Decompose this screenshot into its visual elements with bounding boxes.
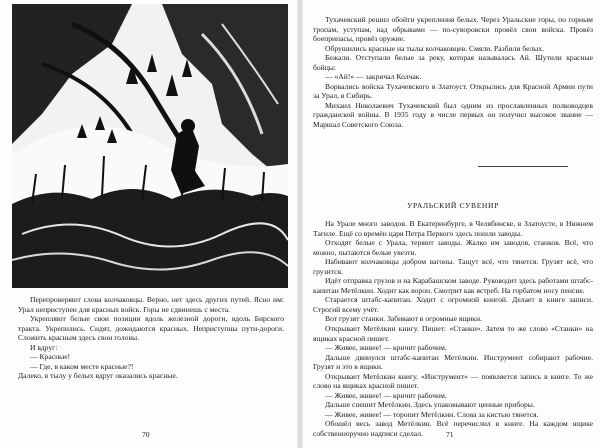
paragraph: Идёт отправка грузов и на Карабашском заводе. Руководит здесь работами штабс-капитан Метёлкин. Ходит как ворон. Смотрит как ястреб. На горбатом носу пенсне. <box>313 276 593 295</box>
paragraph: Набивают колчаковцы добром вагоны. Тащут всё, что тянется. Грузят всё, что грузится. <box>313 257 593 276</box>
right-page-text-top <box>313 15 593 130</box>
paragraph: Обрушились красные на тылы колчаковцев. Смяли. Разбили белых. <box>325 43 545 53</box>
paragraph: Михаил Николаевич Тухачевский был одним из прославленных полководцев гражданской войны. В 1935 году в числе первых он получил высокое звание — Маршал Советского Союза. <box>313 100 593 130</box>
right-page-text-bottom <box>313 219 593 439</box>
paragraph: И вдруг: <box>30 342 58 352</box>
paragraph: — Где, в каком месте красные?! <box>30 361 134 371</box>
paragraph: — «Ай!» — закричал Колчак. <box>325 72 422 82</box>
paragraph: Тухачевский решил обойти укрепления белых. Через Уральские горы, по горным тропам, уступам, над обрывами — по-суворовски провёл свои войска. Провёз боеприпасы, провёз оружие. <box>313 15 593 44</box>
left-page-text <box>18 295 284 381</box>
paragraph: Вот грузят станки. Забивают в огромные ящики. <box>325 314 482 324</box>
woodcut-illustration <box>12 4 288 288</box>
right-page <box>303 0 600 448</box>
section-separator <box>478 166 568 167</box>
paragraph: — Красные! <box>30 352 71 362</box>
paragraph: Дальше двинулся штабс-капитан Метёлкин. Инструмент собирают рабочие. Грузят и это в ящики. <box>313 352 593 372</box>
paragraph: На Урале много заводов. В Екатеринбурге, в Челябинске, в Златоусте, в Нижнем Тагиле. Ещё со времён царя Петра Первого здесь пошли заводы. <box>313 219 593 238</box>
section-heading: УРАЛЬСКИЙ СУВЕНИР <box>407 201 499 210</box>
paragraph: Дальше спешит Метёлкин. Здесь упаковывают ценные приборы. <box>325 400 535 410</box>
paragraph: — Живее, живее! — кричит рабочим. <box>325 343 447 353</box>
paragraph: — Живее, живее! — торопит Метёлкин. Слова за кистью тянется. <box>325 409 539 419</box>
paragraph: Бежали. Отступали белые за реку, которая называлась Ай. Шутили красные бойцы: <box>313 53 593 72</box>
paragraph: Отходят белые с Урала, теряют заводы. Жалко им заводов, станков. Всё, что можно, пытаются белые увезти. <box>313 238 593 257</box>
paragraph: Далеко, в тылу у белых вдруг оказались красные. <box>18 371 178 381</box>
page-number-right: 71 <box>446 430 454 439</box>
paragraph: Старается штабс-капитан. Ходит с огромной книгой. Делает в книге записи. Строгий всему учёт. <box>313 295 593 314</box>
woodcut-illustration-svg <box>12 4 288 288</box>
paragraph: Открывает Метёлкин книгу. «Инструмент» — появляется запись в книге. То же слово на ящиках красной пишет. <box>313 371 593 391</box>
paragraph: Укрепляют белые свои позиции вдоль железной дороги, вдоль Бирского тракта. Укрепились. Сидят, дожидаются красных. Неприступны пути-дороги. Сложить красным здесь свои головы. <box>18 314 284 343</box>
paragraph: Перепроверяют слова колчаковцы. Верно, нет здесь других путей. Ясно им: Урал неприступен для красных войск. Горы не сдвинешь с места. <box>18 295 284 314</box>
paragraph: Ворвались войска Тухачевского в Златоуст. Открылись для Красной Армии пути за Урал, в Сибирь. <box>313 81 593 101</box>
paragraph: Открывает Метёлкин книгу. Пишет: «Станки». Затем то же слово «Станки» на ящиках красной пишет. <box>313 324 593 343</box>
page-number-left: 70 <box>142 430 150 439</box>
paragraph: Обошёл весь завод Метёлкин. Всё перечислил в книге. На каждом ящике собственноручно надписи сделал. <box>313 419 593 439</box>
left-page <box>0 0 297 448</box>
paragraph: — Живее, живее! — кричит рабочим. <box>325 390 447 400</box>
